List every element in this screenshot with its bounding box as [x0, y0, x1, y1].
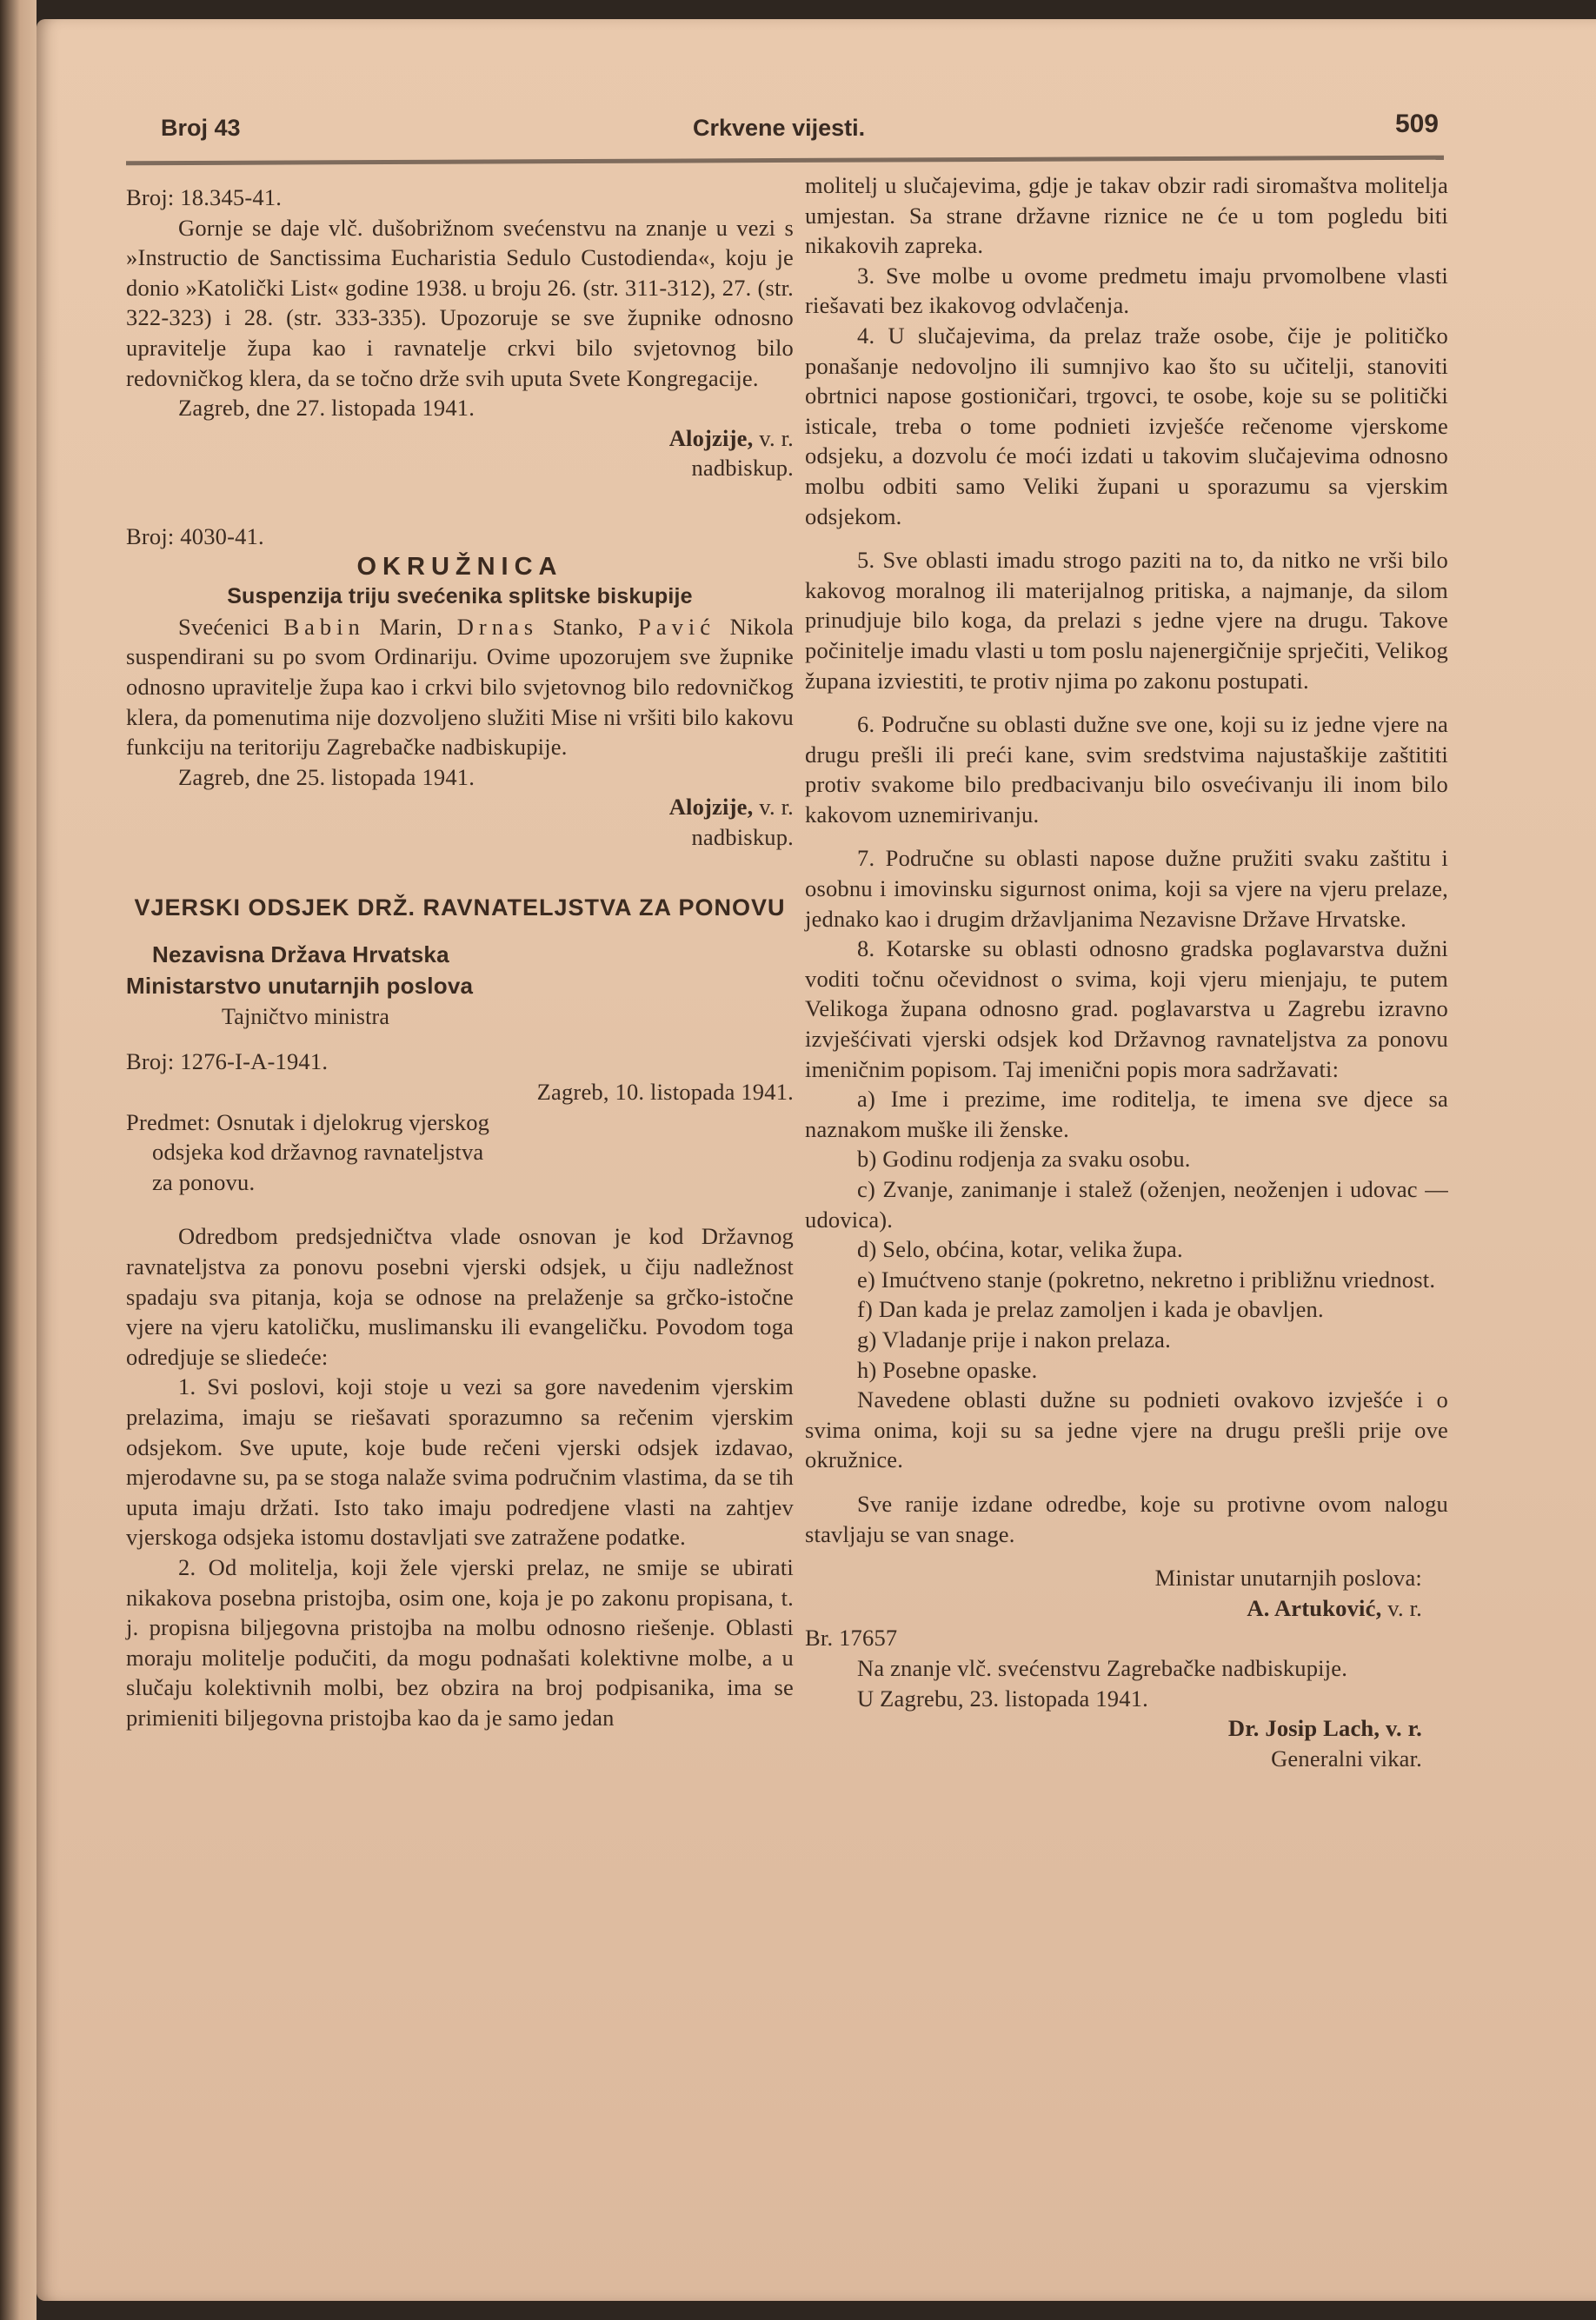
list-item-h: h) Posebne opaske.	[857, 1356, 1038, 1383]
paragraph: Gornje se daje vlč. dušobrižnom svećenstvu na znanje u vezi s »Instructio de Sanctissima Eucharistia Sedulo Custodienda«, koju je donio »Katolički List« godine 1938. u broju 26. (str. 311-312), 27. (str. 322-323) i 28. (str. 333-335). Upozoruje se sve župnike odnosno upravitelje župa kao i ravnatelje crkvi bilo svjetovnog bilo redovničkog klera, da se točno drže svih uputa Svete Kongregacije.	[126, 214, 794, 391]
numbered-point: 1. Svi poslovi, koji stoje u vezi sa gore navedenim vjerskim prelazima, imaju se riešavati sporazumno sa rečenim vjerskim odsjekom. Sve upute, koje bude rečeni vjerski odsjek izdavao, mjerodavne su, pa se stoga nalaže svima područnim vlastima, da se tih uputa imaju držati. Isto tako imaju podredjene vlasti na zahtjev vjerskoga odsjeka istomu dostavljati sve zatražene podatke.	[126, 1373, 794, 1551]
signature	[126, 792, 794, 822]
paragraph: Na znanje vlč. svećenstvu Zagrebačke nadbiskupije.	[857, 1654, 1348, 1681]
reference-number: Br. 17657	[805, 1625, 898, 1652]
signature-suffix: v. r.	[753, 424, 794, 451]
date-line: Zagreb, dne 27. listopada 1941.	[178, 395, 475, 422]
list-item-f: f) Dan kada je prelaz zamoljen i kada je obavljen.	[857, 1296, 1324, 1323]
signature-title: nadbiskup.	[691, 455, 794, 482]
paragraph: Odredbom predsjedničtva vlade osnovan je kod Državnog ravnateljstva za ponovu posebni vjerski odsjek, u čiju nadležnost spadaju sva pitanja, koja se odnose na prelaženje sa grčko-istočne vjere na vjeru katoličku, muslimansku ili evangeličku. Povodom toga odredjuje se sliedeće:	[126, 1223, 794, 1370]
date-line: Zagreb, 10. listopada 1941.	[536, 1079, 794, 1106]
list-item-b: b) Godinu rodjenja za svaku osobu.	[857, 1146, 1191, 1173]
vicar-title: Generalni vikar.	[1271, 1745, 1422, 1772]
list-item-e: e) Imućtveno stanje (pokretno, nekretno i približnu vriednost.	[857, 1266, 1436, 1293]
list-item-c: c) Zvanje, zanimanje i stalež (oženjen, neoženjen i udovac — udovica).	[805, 1176, 1448, 1233]
left-column	[126, 183, 794, 1733]
text-run: Stanko,	[538, 613, 639, 640]
ministry-block	[126, 939, 794, 1033]
signature-name: Alojzije,	[668, 794, 754, 821]
text-run: Marin,	[364, 613, 457, 640]
issue-number: Broj 43	[161, 115, 241, 141]
reference-number: Broj: 18.345-41.	[126, 184, 283, 210]
list-item-d: d) Selo, obćina, kotar, velika župa.	[857, 1236, 1183, 1263]
minister-name: A. Artuković,	[1247, 1594, 1382, 1621]
ministry-name: Ministarstvo unutarnjih poslova	[126, 973, 474, 1000]
document-18345	[126, 183, 794, 483]
state-name: Nezavisna Država Hrvatska	[152, 941, 449, 968]
page-number: 509	[1394, 110, 1439, 138]
subject-label: Predmet:	[126, 1108, 211, 1135]
right-column	[805, 170, 1448, 1773]
text-run: Svećenici	[178, 613, 284, 640]
numbered-point: 8. Kotarske su oblasti odnosno gradska poglavarstva dužni voditi točnu očevidnost o svima, koji vjeru mienjaju, te putem Velikoga župana odnosno grad. poglavarstva u Zagrebu izravno izvješćivati vjerski odsjek kod Državnog ravnateljstva za ponovu imeničnim popisom. Taj imenični popis mora sadržavati:	[805, 935, 1448, 1082]
signature-title: nadbiskup.	[691, 823, 794, 850]
numbered-point: 2. Od molitelja, koji žele vjerski prelaz, ne smije se ubirati nikakova posebna pristojba, osim one, koja je po zakonu propisana, t. j. propisna biljegovna pristojba na molbu odnosno riešenje. Oblasti moraju molitelje podučiti, da mogu podnašati kolektivne molbe, a u slučaju kolektivnih molbi, bez obzira na broj podpisanika, ima se primieniti biljegovna pristojba kao da je samo jedan	[126, 1553, 794, 1731]
numbered-point: 6. Područne su oblasti dužne sve one, koji su iz jedne vjere na drugu prešli ili preći kane, svim sredstvima najustaškije zaštititi protiv svakome bilo predbacivanju bilo osvećivanju ili inom bilo kakovom uznemirivanju.	[805, 711, 1448, 828]
list-item-a: a) Ime i prezime, ime roditelja, te imena sve djece sa naznakom muške ili ženske.	[805, 1086, 1448, 1142]
section-title: VJERSKI ODSJEK DRŽ. RAVNATELJSTVA ZA PONOVU	[134, 894, 786, 921]
document-1276	[126, 890, 794, 1732]
running-header	[161, 110, 1439, 150]
numbered-point: 3. Sve molbe u ovome predmetu imaju prvomolbene vlasti riešavati bez ikakovog odvlačenja.	[805, 262, 1448, 319]
signature-suffix: v. r.	[1381, 1594, 1422, 1621]
reference-number: Broj: 4030-41.	[126, 522, 264, 549]
circular-title: OKRUŽNICA	[356, 552, 563, 581]
paragraph	[126, 612, 794, 762]
date-line: Zagreb, dne 25. listopada 1941.	[178, 763, 475, 790]
numbered-point: 5. Sve oblasti imadu strogo paziti na to, da nitko ne vrši bilo kakovog moralnog ili materijalnog pritiska, a najmanje, da silom prinudjuje bilo koga, da prelazi s jedne vjere na drugu. Takove počinitelje imadu vlasti u tom poslu najenergičnije sprječiti, Velikog župana izviestiti, te protiv njima po zakonu postupati.	[805, 547, 1448, 694]
publication-title: Crkvene vijesti.	[693, 115, 866, 141]
circular-subtitle: Suspenzija triju svećenika splitske biskupije	[227, 584, 693, 609]
document-4030	[126, 522, 794, 853]
vicar-signature	[805, 1713, 1448, 1744]
reference-number: Broj: 1276-I-A-1941.	[126, 1048, 329, 1075]
signature-suffix: v. r.	[753, 794, 794, 821]
priest-name: Babin	[283, 613, 365, 640]
priest-name: Pavić	[638, 613, 715, 640]
text-run: Nikola suspendirani su po svom Ordinariju. Ovime upozorujem sve župnike odnosno upravitelje župa kao i crkvi bilo svjetovnog bilo redovničkog klera, da pomenutima nije dozvoljeno služiti Mise ni vršiti bilo kakovu funkciju na teritoriju Zagrebačke nadbiskupije.	[126, 613, 794, 761]
numbered-point: 4. U slučajevima, da prelaz traže osobe, čije je političko ponašanje nedovoljno ili sumnjivo kao što su učitelji, stanoviti obrtnici napose gostioničari, trgovci, te osobe, koje su se politički isticale, treba o tome podnieti izvješće rečenome vjerskome odsjeku, a dozvolu će moći izdati u takovim slučajevima odnosno molbu odbiti samo Veliki župani u sporazumu sa vjerskim odsjekom.	[805, 322, 1448, 529]
list-item-g: g) Vladanje prije i nakon prelaza.	[857, 1326, 1171, 1353]
office-name: Tajničtvo ministra	[222, 1004, 390, 1030]
minister-signature	[805, 1593, 1448, 1624]
signature-name: Alojzije,	[668, 424, 754, 451]
subject-line	[126, 1107, 794, 1198]
priest-name: Drnas	[456, 613, 539, 640]
date-line: U Zagrebu, 23. listopada 1941.	[857, 1685, 1148, 1712]
vicar-name: Dr. Josip Lach, v. r.	[1227, 1715, 1422, 1742]
numbered-point: 7. Područne su oblasti napose dužne pružiti svaku zaštitu i osobnu i imovinsku sigurnost onima, koji sa vjere na vjeru prelaze, jednako kao i drugim državljanima Nezavisne Države Hrvatske.	[805, 845, 1448, 932]
subject-text: Osnutak i djelokrug vjerskog	[210, 1108, 490, 1135]
paragraph: Navedene oblasti dužne su podnieti ovakovo izvješće i o svima onima, koji su sa jedne vjere na drugu prešli prije ove okružnice.	[805, 1386, 1448, 1473]
minister-title: Ministar unutarnjih poslova:	[1154, 1565, 1422, 1592]
signature	[126, 423, 794, 454]
paragraph-continued: molitelj u slučajevima, gdje je takav obzir radi siromaštva molitelja umjestan. Sa strane državne riznice ne će u tom pogledu biti nikakovih zapreka.	[805, 172, 1448, 259]
paragraph: Sve ranije izdane odredbe, koje su protivne ovom nalogu stavljaju se van snage.	[805, 1490, 1448, 1547]
subject-text: za ponovu.	[152, 1168, 256, 1195]
subject-text: odsjeka kod državnog ravnateljstva	[152, 1139, 484, 1166]
previous-page-edge	[0, 0, 37, 2320]
